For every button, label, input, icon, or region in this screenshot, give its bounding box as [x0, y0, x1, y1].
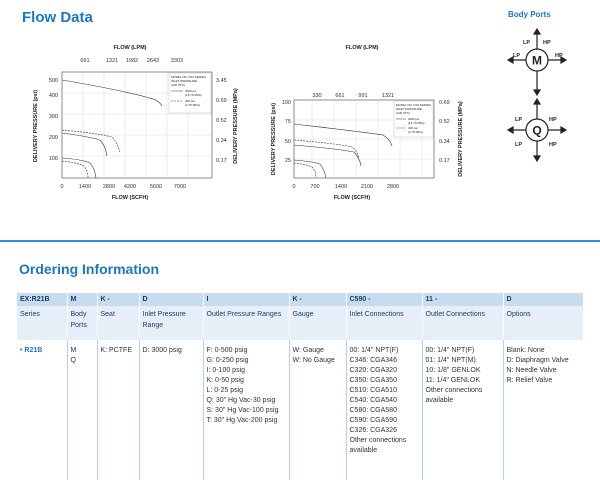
code-cell: D	[139, 293, 203, 306]
chart2-right-tick: 0.34	[439, 139, 450, 145]
option-item: D: Diaphragm Valve	[506, 357, 569, 364]
chart1-left-tick: 200	[48, 135, 58, 141]
outlet-connection-option: 10: 1/8" GENLOK	[425, 367, 481, 374]
chart2-right-tick: 0.69	[439, 100, 450, 106]
name-cell: Seat	[97, 306, 139, 340]
chart1-top-tick: 2643	[146, 58, 160, 64]
name-cell: Series	[17, 306, 67, 340]
outlet-connection-option: 00: 1/4" NPT(F)	[425, 347, 475, 354]
outlet-range-option: F: 0-500 psig	[206, 347, 248, 354]
outlet-range-option: S: 30" Hg Vac-100 psig	[206, 407, 279, 414]
code-cell: I	[203, 293, 289, 306]
code-row	[17, 293, 583, 306]
chart1-bottom-tick: 4200	[123, 184, 137, 190]
chart1-top-axis-label: FLOW (LPM)	[113, 45, 147, 51]
code-cell: EX:R21B	[17, 293, 67, 306]
chart2-bottom-tick: 1400	[334, 184, 348, 190]
chart1-top-tick: 1321	[105, 58, 119, 64]
chart1-right-tick: 0.69	[216, 98, 227, 104]
chart2-top-tick: 1321	[381, 93, 395, 99]
q-port-label: LP	[515, 142, 523, 148]
outlet-range-option: G: 0-250 psig	[206, 357, 249, 364]
inlet-connection-option: C590: CGA590	[349, 417, 397, 424]
options-row	[17, 340, 583, 480]
chart1-bottom-tick: 2800	[102, 184, 116, 190]
chart1-top-tick: 661	[80, 58, 90, 64]
chart1-right-tick: 0.34	[216, 138, 227, 144]
chart1-top-ticks	[80, 58, 183, 64]
chart2-left-tick: 100	[281, 100, 291, 106]
code-cell: K -	[97, 293, 139, 306]
chart1-left-tick: 500	[48, 78, 58, 84]
m-port-center: M	[532, 53, 542, 68]
code-cell: M	[67, 293, 97, 306]
chart1-left-tick: 400	[48, 93, 58, 99]
body-port-m-diagram	[497, 28, 577, 98]
chart1-right-axis-label: DELIVERY PRESSURE (MPa)	[233, 88, 239, 164]
chart2-bottom-tick: 2100	[360, 184, 374, 190]
option-item: R: Relief Valve	[506, 377, 553, 384]
name-cell: Inlet Connections	[346, 306, 422, 340]
chart2-legend-line: 400 psi	[408, 126, 418, 130]
q-port-label: LP	[515, 117, 523, 123]
inlet-connection-option: C320: CGA320	[349, 367, 397, 374]
chart1-legend-line: 3000 psi	[185, 89, 197, 93]
inlet-connection-option: C510: CGA510	[349, 387, 397, 394]
chart2-left-tick: 25	[284, 158, 291, 164]
code-cell: D	[503, 293, 583, 306]
m-port-label: HP	[543, 40, 551, 46]
chart2-left-axis-label: DELIVERY PRESSURE (psi)	[271, 102, 277, 176]
option-item: N: Needle Valve	[506, 367, 557, 374]
outlet-range-option: T: 30" Hg Vac-200 psig	[206, 417, 278, 424]
chart2-legend-line: MODEL NO: R31 SERIES	[396, 103, 431, 107]
seat-cell	[97, 340, 139, 480]
chart1-right-tick: 3.45	[216, 78, 227, 84]
chart2-top-tick: 991	[358, 93, 368, 99]
chart2-bottom-axis-label: FLOW (SCFH)	[333, 195, 371, 201]
chart1-bottom-tick: 5600	[149, 184, 163, 190]
inlet-range-cell	[139, 340, 203, 480]
chart1-left-axis-label: DELIVERY PRESSURE (psi)	[33, 89, 39, 163]
name-row	[17, 306, 583, 340]
q-port-center: Q	[532, 123, 542, 138]
section-divider	[0, 240, 600, 242]
flow-data-title: Flow Data	[22, 9, 93, 26]
chart1-bottom-tick: 0	[60, 184, 64, 190]
chart1-bottom-axis-label: FLOW (SCFH)	[111, 195, 149, 201]
chart2-bottom-tick: 2800	[386, 184, 400, 190]
q-port-label: HP	[549, 142, 557, 148]
ordering-information-title: Ordering Information	[19, 261, 159, 277]
chart1-legend-line: (AIR 70°F)	[171, 83, 186, 87]
code-cell: K -	[289, 293, 346, 306]
outlet-connection-option: available	[425, 397, 454, 404]
chart1-right-tick: 0.17	[216, 158, 227, 164]
chart2-legend-line: (2.76 MPa)	[408, 130, 423, 134]
chart1-legend-line: (13.79 MPa)	[185, 93, 202, 97]
outlet-connections-cell	[422, 340, 503, 480]
outlet-range-option: L: 0-25 psig	[206, 387, 244, 394]
ordering-table	[17, 293, 583, 480]
chart2-bottom-tick: 0	[292, 184, 296, 190]
inlet-connection-option: C346: CGA346	[349, 357, 397, 364]
chart2-bottom-tick: 700	[310, 184, 320, 190]
name-cell: Options	[503, 306, 583, 340]
chart2-left-tick: 75	[284, 119, 291, 125]
option-item: Blank: None	[506, 347, 545, 354]
gauge-option: W: Gauge	[292, 347, 324, 354]
inlet-connection-option: C350: CGA350	[349, 377, 397, 384]
chart2-left-tick: 50	[284, 139, 291, 145]
flow-chart-2	[268, 42, 468, 202]
name-cell: Inlet Pressure Range	[139, 306, 203, 340]
chart2-top-axis-label: FLOW (LPM)	[345, 45, 379, 51]
m-port-label: LP	[523, 40, 531, 46]
chart1-bottom-tick: 1400	[78, 184, 92, 190]
chart2-legend-line: (13.79 MPa)	[408, 121, 425, 125]
inlet-connection-option: 00: 1/4" NPT(F)	[349, 347, 399, 354]
series-cell[interactable]	[17, 340, 67, 480]
m-port-label: LP	[513, 53, 521, 59]
chart1-legend-line: INLET PRESSURE:	[171, 79, 198, 83]
chart1-bottom-tick: 7000	[173, 184, 187, 190]
options-cell	[503, 340, 583, 480]
outlet-range-option: K: 0-50 psig	[206, 377, 244, 384]
code-cell: 11 -	[422, 293, 503, 306]
inlet-connection-option: Other connections	[349, 437, 407, 444]
body-ports-title: Body Ports	[508, 10, 551, 19]
inlet-connection-option: C540: CGA540	[349, 397, 397, 404]
flow-chart-1	[28, 42, 243, 202]
chart2-top-tick: 661	[335, 93, 345, 99]
body-ports-cell	[67, 340, 97, 480]
name-cell: Outlet Pressure Ranges	[203, 306, 289, 340]
inlet-range-option: D: 3000 psig	[142, 347, 182, 354]
body-port-option: Q	[70, 357, 76, 364]
chart2-right-tick: 0.52	[439, 119, 450, 125]
series-link[interactable]: • R21B	[20, 347, 43, 354]
name-cell: Body Ports	[67, 306, 97, 340]
chart2-legend-line: (AIR 70°F)	[396, 111, 411, 115]
outlet-range-option: Q: 30" Hg Vac-30 psig	[206, 397, 276, 404]
chart1-top-tick: 3303	[170, 58, 184, 64]
outlet-connection-option: 11: 1/4" GENLOK	[425, 377, 480, 384]
inlet-connection-option: available	[349, 447, 378, 454]
inlet-connection-option: C580: CGA580	[349, 407, 397, 414]
chart2-top-tick: 330	[312, 93, 322, 99]
outlet-connection-option: 01: 1/4" NPT(M)	[425, 357, 476, 364]
gauge-option: W: No Gauge	[292, 357, 335, 364]
chart1-legend-line: (2.76 MPa)	[185, 103, 200, 107]
outlet-connection-option: Other connections	[425, 387, 483, 394]
chart1-right-tick: 0.52	[216, 118, 227, 124]
chart1-left-tick: 300	[48, 114, 58, 120]
name-cell: Outlet Connections	[422, 306, 503, 340]
chart2-legend-line: 3000 psi	[408, 117, 420, 121]
seat-option: K: PCTFE	[100, 347, 133, 354]
outlet-range-option: I: 0-100 psig	[206, 367, 246, 374]
chart2-legend-line: INLET PRESSURE:	[396, 107, 423, 111]
chart1-legend-line: MODEL NO: R31 SERIES	[171, 75, 206, 79]
inlet-connection-option: C326: CGA326	[349, 427, 397, 434]
gauge-cell	[289, 340, 346, 480]
body-port-option: M	[70, 347, 77, 354]
inlet-connections-cell	[346, 340, 422, 480]
chart1-top-tick: 1982	[125, 58, 139, 64]
body-port-q-diagram	[497, 96, 577, 166]
name-cell: Gauge	[289, 306, 346, 340]
q-port-label: HP	[549, 117, 557, 123]
outlet-ranges-cell	[203, 340, 289, 480]
code-cell: C590 -	[346, 293, 422, 306]
chart2-right-axis-label: DELIVERY PRESSURE (MPa)	[458, 101, 464, 177]
chart1-left-tick: 100	[48, 156, 58, 162]
m-port-label: HP	[555, 53, 563, 59]
chart2-right-tick: 0.17	[439, 158, 450, 164]
chart1-legend-line: 400 psi	[185, 99, 195, 103]
